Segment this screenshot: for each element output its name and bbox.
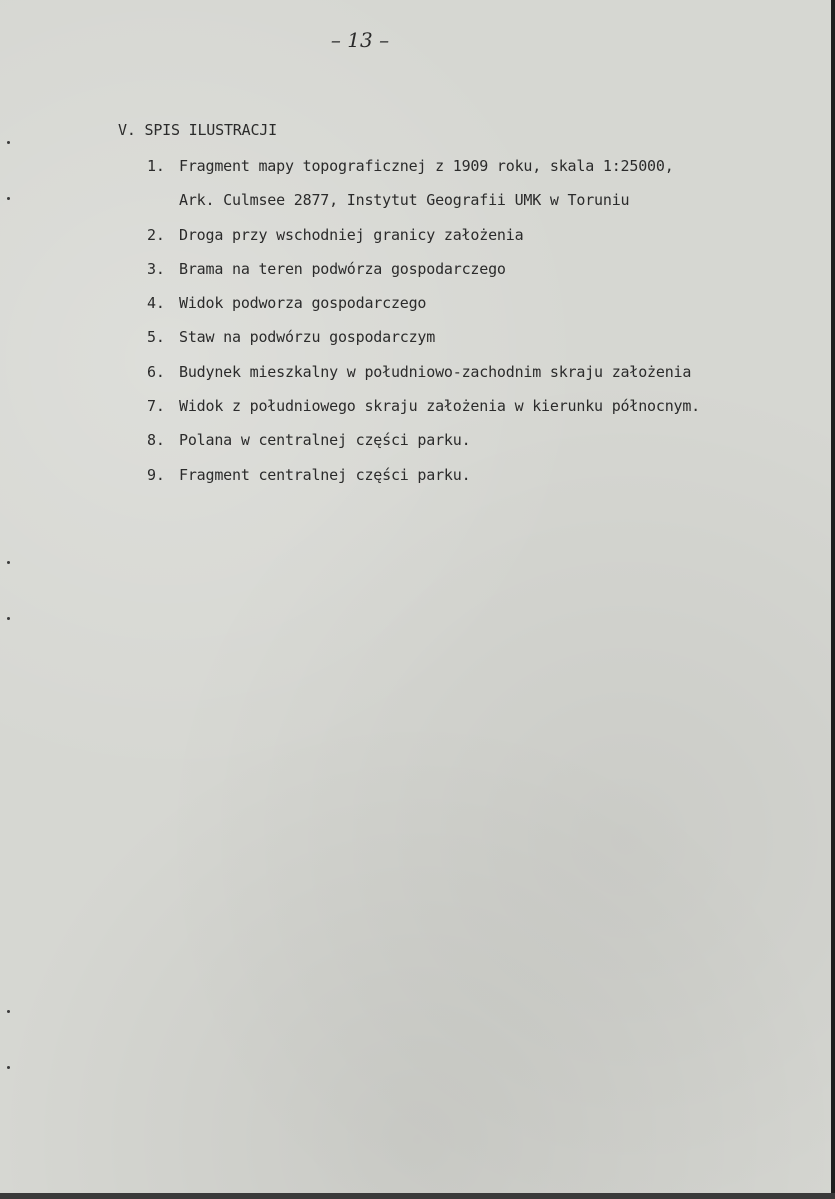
scan-edge-bottom	[0, 1193, 835, 1199]
item-text: Budynek mieszkalny w południowo-zachodnim skraju założenia	[179, 363, 692, 381]
margin-speck	[7, 617, 10, 620]
scan-edge-right	[831, 0, 835, 1199]
item-text: Staw na podwórzu gospodarczym	[179, 328, 436, 346]
item-number: 5.	[147, 328, 165, 346]
list-item	[147, 363, 691, 381]
item-number: 9.	[147, 466, 165, 484]
item-text: Widok podworza gospodarczego	[179, 294, 427, 312]
item-number: 6.	[147, 363, 165, 381]
item-text: Fragment mapy topograficznej z 1909 roku, skala 1:25000,	[179, 157, 674, 175]
item-text: Droga przy wschodniej granicy założenia	[179, 226, 524, 244]
item-text: Polana w centralnej części parku.	[179, 431, 471, 449]
list-item	[147, 226, 523, 244]
list-item	[147, 294, 426, 312]
list-item	[147, 328, 435, 346]
item-number: 7.	[147, 397, 165, 415]
item-number: 3.	[147, 260, 165, 278]
item-number: 8.	[147, 431, 165, 449]
section-heading: V. SPIS ILUSTRACJI	[118, 121, 277, 139]
margin-speck	[7, 561, 10, 564]
list-item	[147, 260, 506, 278]
margin-speck	[7, 197, 10, 200]
list-item	[147, 466, 470, 484]
list-item	[147, 157, 674, 175]
item-number: 2.	[147, 226, 165, 244]
page-number: – 13 –	[330, 28, 390, 52]
item-number: 4.	[147, 294, 165, 312]
list-item	[147, 397, 700, 415]
item-number: 1.	[147, 157, 165, 175]
list-item-continuation: Ark. Culmsee 2877, Instytut Geografii UMK w Toruniu	[179, 191, 630, 209]
margin-speck	[7, 1066, 10, 1069]
item-text: Widok z południowego skraju założenia w kierunku północnym.	[179, 397, 701, 415]
list-item	[147, 431, 470, 449]
margin-speck	[7, 1010, 10, 1013]
margin-speck	[7, 141, 10, 144]
item-text: Fragment centralnej części parku.	[179, 466, 471, 484]
item-text: Brama na teren podwórza gospodarczego	[179, 260, 506, 278]
